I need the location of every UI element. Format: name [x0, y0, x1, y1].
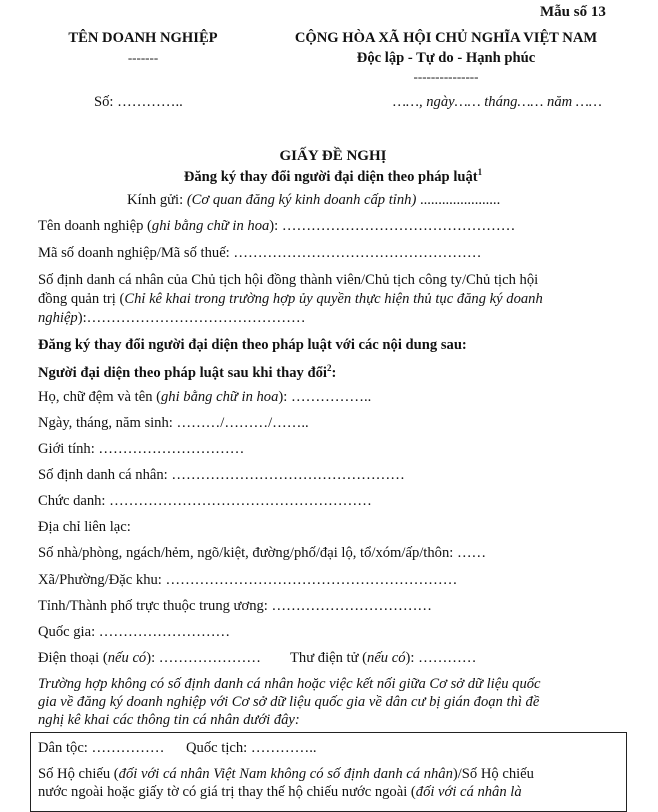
foreign-passport-label: nước ngoài hoặc giấy tờ có giá trị thay thế hộ chiếu nước ngoài (: [38, 784, 416, 800]
chairman-line3-dots: ):………………………………………: [77, 310, 306, 326]
company-name-field: [38, 218, 515, 235]
passport-line-1: [38, 766, 534, 783]
phone-dots: ): …………………: [146, 650, 261, 666]
gender-field: Giới tính: …………………………: [38, 441, 245, 457]
id-number-field: Số định danh cá nhân: …………………………………………: [38, 467, 405, 483]
ethnicity-field: Dân tộc: ……………: [38, 740, 165, 756]
street-field: Số nhà/phòng, ngách/hẻm, ngõ/kiệt, đường/phố/đại lộ, tổ/xóm/ấp/thôn: ……: [38, 545, 487, 561]
fullname-label: Họ, chữ đệm và tên (: [38, 389, 161, 405]
recipient-label: Kính gửi:: [127, 192, 187, 208]
passport-label: Số Hộ chiếu (: [38, 766, 119, 782]
chairman-line2-plain: đồng quản trị (: [38, 291, 125, 307]
new-rep-heading-text: Người đại diện theo pháp luật sau khi thay đổi: [38, 365, 327, 381]
email-field: [290, 650, 476, 667]
document-title: GIẤY ĐỀ NGHỊ: [279, 148, 387, 164]
ward-field: Xã/Phường/Đặc khu: ……………………………………………………: [38, 572, 458, 588]
document-subtitle: [184, 167, 482, 186]
new-rep-heading: [38, 363, 336, 382]
date-line: ……, ngày…… tháng…… năm ……: [393, 94, 602, 110]
new-rep-heading-colon: :: [331, 365, 337, 381]
company-name-rule: -------: [127, 50, 159, 65]
fullname-dots: ): ……………..: [278, 389, 372, 405]
note-line-1: Trường hợp không có số định danh cá nhân hoặc việc kết nối giữa Cơ sở dữ liệu quốc: [38, 676, 541, 692]
phone-field: [38, 650, 261, 667]
company-name-dots: ): …………………………………………: [269, 218, 516, 234]
fullname-field: [38, 389, 371, 406]
email-dots: ): …………: [405, 650, 477, 666]
position-field: Chức danh: ………………………………………………: [38, 493, 372, 509]
recipient-value: (Cơ quan đăng ký kinh doanh cấp tỉnh): [186, 192, 417, 208]
chairman-line3-hint: nghiệp: [38, 310, 78, 326]
recipient-line: [127, 192, 500, 209]
form-number: Mẫu số 13: [540, 4, 606, 20]
email-label: Thư điện tử (: [290, 650, 368, 666]
phone-hint: nếu có: [107, 650, 147, 666]
address-label: Địa chỉ liên lạc:: [38, 519, 131, 535]
chairman-id-line-1: Số định danh cá nhân của Chủ tịch hội đồng thành viên/Chủ tịch công ty/Chủ tịch hội: [38, 272, 539, 288]
chairman-id-line-3: [38, 310, 306, 327]
section-heading: Đăng ký thay đổi người đại diện theo pháp luật với các nội dung sau:: [38, 337, 467, 353]
passport-tail: )/Số Hộ chiếu: [452, 766, 534, 782]
nationality-field: Quốc tịch: …………..: [186, 740, 317, 756]
foreign-passport-hint: đối với cá nhân là: [415, 784, 522, 800]
republic-heading: CỘNG HÒA XÃ HỘI CHỦ NGHĨA VIỆT NAM: [294, 30, 598, 46]
recipient-dots: ......................: [416, 192, 501, 208]
footnote-mark-1: 1: [477, 167, 483, 177]
company-name-label: Tên doanh nghiệp (: [38, 218, 152, 234]
phone-label: Điện thoại (: [38, 650, 108, 666]
motto-rule: ---------------: [413, 69, 479, 84]
dob-field: Ngày, tháng, năm sinh: ………/………/……..: [38, 415, 309, 431]
passport-line-2: [38, 784, 522, 801]
footnote-mark-2: 2: [326, 363, 332, 373]
fullname-hint: ghi bằng chữ in hoa: [161, 389, 279, 405]
chairman-line2-hint: Chỉ kê khai trong trường hợp ủy quyền thực hiện thủ tục đăng ký doanh: [124, 291, 543, 307]
company-name-header: TÊN DOANH NGHIỆP: [68, 30, 218, 46]
email-hint: nếu có: [367, 650, 406, 666]
country-field: Quốc gia: ………………………: [38, 624, 231, 640]
province-field: Tỉnh/Thành phố trực thuộc trung ương: ……………………………: [38, 598, 433, 614]
chairman-id-line-2: [38, 291, 543, 308]
company-name-hint: ghi bằng chữ in hoa: [151, 218, 270, 234]
subtitle-text: Đăng ký thay đổi người đại diện theo pháp luật: [183, 169, 478, 185]
tax-code-field: Mã số doanh nghiệp/Mã số thuế: ……………………………………………: [38, 245, 482, 261]
document-number: Số: …………..: [94, 94, 183, 110]
motto: Độc lập - Tự do - Hạnh phúc: [356, 50, 536, 66]
passport-hint: đối với cá nhân Việt Nam không có số định danh cá nhân: [118, 766, 453, 782]
note-line-3: nghị kê khai các thông tin cá nhân dưới đây:: [38, 712, 300, 728]
note-line-2: gia về đăng ký doanh nghiệp với Cơ sở dữ liệu quốc gia về dân cư bị gián đoạn thì đề: [38, 694, 540, 710]
